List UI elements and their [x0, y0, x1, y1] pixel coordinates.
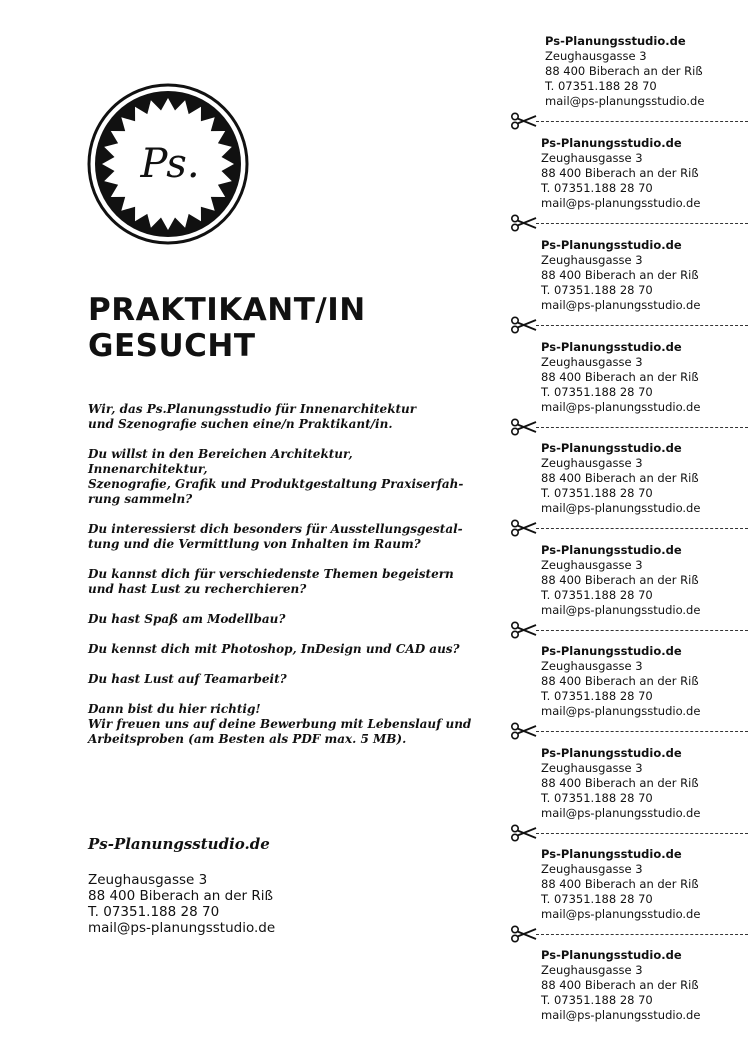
tab-street: Zeughausgasse 3	[541, 456, 643, 470]
tab-email: mail@ps-planungsstudio.de	[541, 806, 701, 820]
tab-street: Zeughausgasse 3	[541, 963, 643, 977]
tab-city: 88 400 Biberach an der Riß	[541, 166, 699, 180]
tab-email: mail@ps-planungsstudio.de	[541, 298, 701, 312]
tab-name: Ps-Planungsstudio.de	[541, 644, 682, 658]
tab-city: 88 400 Biberach an der Riß	[541, 776, 699, 790]
tab-street: Zeughausgasse 3	[541, 659, 643, 673]
tab-name: Ps-Planungsstudio.de	[541, 847, 682, 861]
tab-email: mail@ps-planungsstudio.de	[545, 94, 705, 108]
paragraph-line: Du willst in den Bereichen Architektur, Innenarchitektur,	[88, 447, 353, 476]
paragraph	[88, 522, 473, 552]
paragraph	[88, 567, 473, 597]
tab-city: 88 400 Biberach an der Riß	[541, 674, 699, 688]
cut-line	[510, 112, 748, 130]
contact-city: 88 400 Biberach an der Riß	[88, 888, 273, 904]
tab-street: Zeughausgasse 3	[541, 151, 643, 165]
paragraph-line: Du kennst dich mit Photoshop, InDesign und CAD aus?	[88, 642, 460, 656]
cut-line	[510, 316, 748, 334]
dashed-cut-line	[536, 833, 748, 834]
tab-name: Ps-Planungsstudio.de	[541, 948, 682, 962]
contact-street: Zeughausgasse 3	[88, 872, 208, 888]
job-description	[88, 402, 473, 762]
title-line-2: GESUCHT	[88, 328, 256, 364]
contact-name: Ps-Planungsstudio.de	[88, 835, 270, 853]
paragraph	[88, 642, 473, 657]
tab-email: mail@ps-planungsstudio.de	[541, 196, 701, 210]
tab-name: Ps-Planungsstudio.de	[545, 34, 686, 48]
tear-off-tab[interactable]	[541, 238, 746, 313]
tear-off-tab[interactable]	[545, 34, 750, 109]
tab-phone: T. 07351.188 28 70	[541, 181, 653, 195]
tab-street: Zeughausgasse 3	[541, 253, 643, 267]
dashed-cut-line	[536, 528, 748, 529]
tab-name: Ps-Planungsstudio.de	[541, 238, 682, 252]
title-line-1: PRAKTIKANT/IN	[88, 292, 366, 328]
cut-line	[510, 925, 748, 943]
tear-off-tab[interactable]	[541, 543, 746, 618]
tab-email: mail@ps-planungsstudio.de	[541, 603, 701, 617]
paragraph-line: tung und die Vermittlung von Inhalten im Raum?	[88, 537, 421, 551]
paragraph-line: Du hast Spaß am Modellbau?	[88, 612, 286, 626]
page-title	[88, 292, 366, 364]
tab-email: mail@ps-planungsstudio.de	[541, 907, 701, 921]
tab-name: Ps-Planungsstudio.de	[541, 746, 682, 760]
tab-street: Zeughausgasse 3	[541, 761, 643, 775]
paragraph-line: und Szenografie suchen eine/n Praktikant/in.	[88, 417, 393, 431]
contact-email: mail@ps-planungsstudio.de	[88, 920, 276, 936]
paragraph-line: rung sammeln?	[88, 492, 193, 506]
cut-line	[510, 519, 748, 537]
tab-phone: T. 07351.188 28 70	[541, 385, 653, 399]
tab-phone: T. 07351.188 28 70	[541, 486, 653, 500]
dashed-cut-line	[536, 731, 748, 732]
logo-text: Ps.	[140, 141, 200, 187]
tab-street: Zeughausgasse 3	[541, 862, 643, 876]
tear-off-tab[interactable]	[541, 847, 746, 922]
tear-off-tab[interactable]	[541, 746, 746, 821]
dashed-cut-line	[536, 223, 748, 224]
tab-email: mail@ps-planungsstudio.de	[541, 1008, 701, 1022]
studio-logo	[86, 82, 250, 246]
paragraph	[88, 702, 473, 747]
tear-off-tab[interactable]	[541, 644, 746, 719]
dashed-cut-line	[536, 934, 748, 935]
tab-city: 88 400 Biberach an der Riß	[541, 573, 699, 587]
tab-phone: T. 07351.188 28 70	[541, 689, 653, 703]
tab-name: Ps-Planungsstudio.de	[541, 441, 682, 455]
cut-line	[510, 418, 748, 436]
tab-city: 88 400 Biberach an der Riß	[541, 471, 699, 485]
tab-street: Zeughausgasse 3	[541, 355, 643, 369]
tab-phone: T. 07351.188 28 70	[541, 588, 653, 602]
paragraph-line: Dann bist du hier richtig!	[88, 702, 261, 716]
cut-line	[510, 621, 748, 639]
dashed-cut-line	[536, 630, 748, 631]
tab-phone: T. 07351.188 28 70	[541, 283, 653, 297]
paragraph	[88, 672, 473, 687]
paragraph-line: Du hast Lust auf Teamarbeit?	[88, 672, 287, 686]
dashed-cut-line	[536, 325, 748, 326]
dashed-cut-line	[536, 427, 748, 428]
tab-name: Ps-Planungsstudio.de	[541, 340, 682, 354]
tab-name: Ps-Planungsstudio.de	[541, 136, 682, 150]
cut-line	[510, 824, 748, 842]
tab-name: Ps-Planungsstudio.de	[541, 543, 682, 557]
tab-city: 88 400 Biberach an der Riß	[541, 978, 699, 992]
contact-block	[88, 834, 275, 936]
paragraph-line: Arbeitsproben (am Besten als PDF max. 5 MB).	[88, 732, 407, 746]
cut-line	[510, 722, 748, 740]
paragraph	[88, 612, 473, 627]
paragraph-line: Du kannst dich für verschiedenste Themen begeistern	[88, 567, 454, 581]
contact-phone: T. 07351.188 28 70	[88, 904, 220, 920]
tab-city: 88 400 Biberach an der Riß	[545, 64, 703, 78]
tear-off-tab[interactable]	[541, 136, 746, 211]
tab-email: mail@ps-planungsstudio.de	[541, 501, 701, 515]
tab-street: Zeughausgasse 3	[545, 49, 647, 63]
tab-email: mail@ps-planungsstudio.de	[541, 400, 701, 414]
tab-phone: T. 07351.188 28 70	[541, 791, 653, 805]
tear-off-tab[interactable]	[541, 340, 746, 415]
dashed-cut-line	[536, 121, 748, 122]
tab-street: Zeughausgasse 3	[541, 558, 643, 572]
paragraph-line: Szenografie, Grafik und Produktgestaltung Praxiserfah-	[88, 477, 464, 491]
tab-city: 88 400 Biberach an der Riß	[541, 877, 699, 891]
paragraph-line: Wir, das Ps.Planungsstudio für Innenarchitektur	[88, 402, 417, 416]
tab-city: 88 400 Biberach an der Riß	[541, 268, 699, 282]
tab-email: mail@ps-planungsstudio.de	[541, 704, 701, 718]
paragraph-line: Wir freuen uns auf deine Bewerbung mit Lebenslauf und	[88, 717, 472, 731]
cut-line	[510, 214, 748, 232]
tear-off-tab[interactable]	[541, 441, 746, 516]
tab-phone: T. 07351.188 28 70	[541, 993, 653, 1007]
tab-phone: T. 07351.188 28 70	[541, 892, 653, 906]
tab-city: 88 400 Biberach an der Riß	[541, 370, 699, 384]
tear-off-tab[interactable]	[541, 948, 746, 1023]
tab-phone: T. 07351.188 28 70	[545, 79, 657, 93]
paragraph-line: Du interessierst dich besonders für Ausstellungsgestal-	[88, 522, 463, 536]
ps-logo-icon	[86, 82, 250, 246]
paragraph	[88, 447, 473, 507]
paragraph-line: und hast Lust zu recherchieren?	[88, 582, 307, 596]
paragraph	[88, 402, 473, 432]
